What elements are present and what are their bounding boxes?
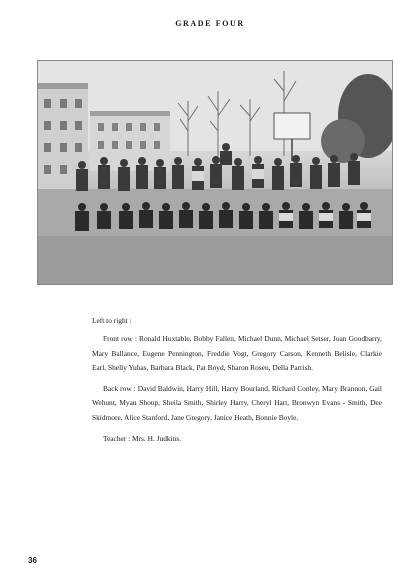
class-photo-illustration xyxy=(38,61,392,284)
photo-caption xyxy=(92,314,382,446)
teacher-name: Teacher : Mrs. H. Judkins. xyxy=(103,434,182,444)
front-row-names: Front row : Ronald Huxtable, Bobby Fallen, Michael Dunn, Michael Setser, Joan Goodbarry, Mary Ballance, Eugene Pennington, Freddie Vogt, Gregory Carson, Kenneth Belisle, Clarkie Earl, Shelly Yuhas, Barbara Black, Pat Boyd, Sharon Rosen, Della Parrish. xyxy=(92,334,382,372)
page-title: GRADE FOUR xyxy=(175,19,245,28)
class-photo xyxy=(37,60,393,285)
caption-lead: Left to right : xyxy=(92,316,132,325)
page-number: 36 xyxy=(28,556,37,565)
back-row-names: Back row : David Baldwin, Harry Hill, Harry Bourland, Richard Conley, Mary Brannon, Gail Wehunt, Myan Shoup, Sheila Smith, Shirley Harry, Cheryl Hart, Bronwyn Evans - Smith, Dee Skidmore, Alice Stanford, Jane Gregory, Janice Heath, Bonnie Boyle. xyxy=(92,384,382,422)
